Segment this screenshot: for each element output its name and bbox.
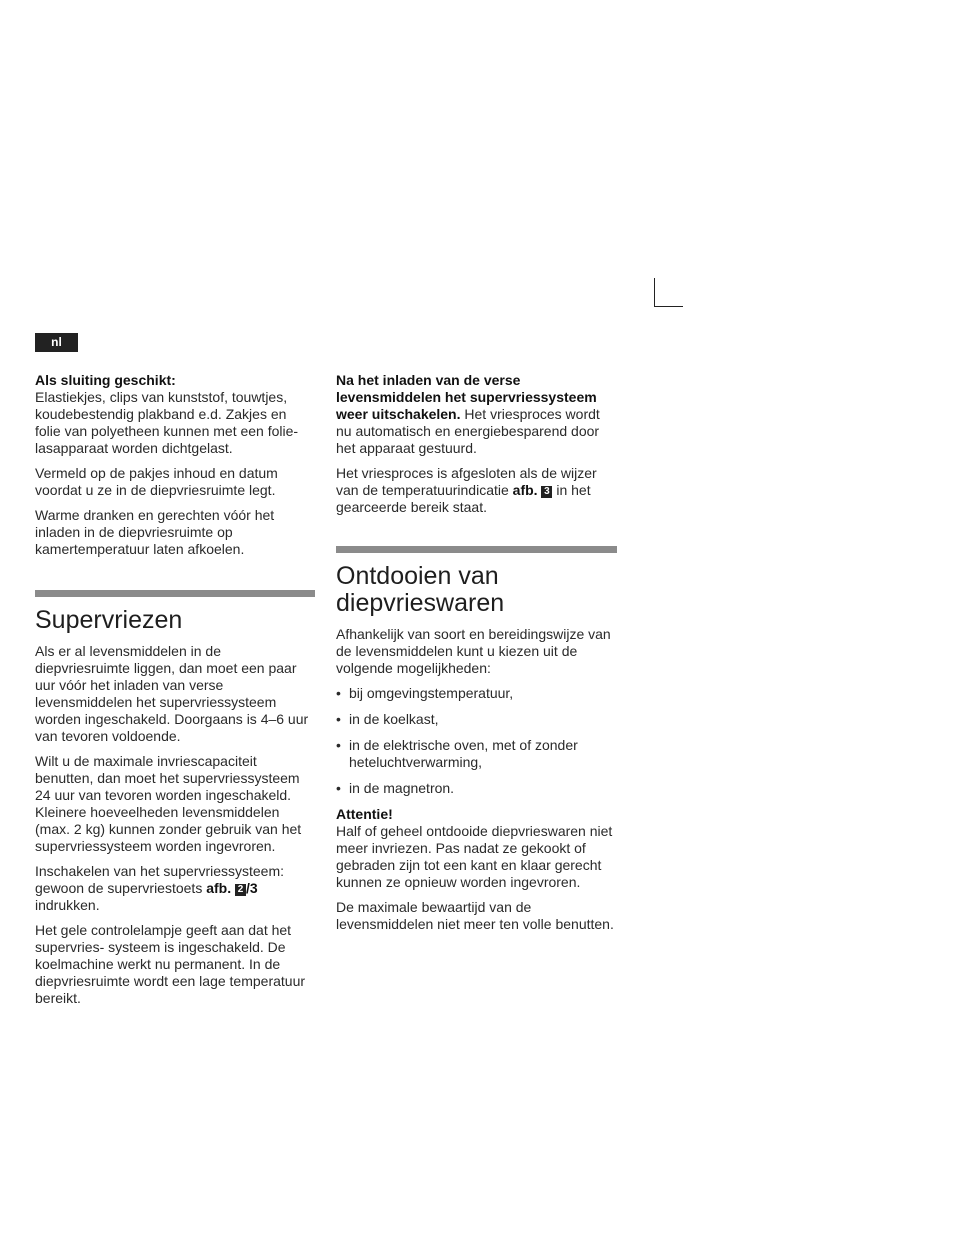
figure-number-badge: 2 <box>235 884 246 896</box>
thaw-options-list <box>336 685 617 797</box>
figure-number-badge: 3 <box>541 486 552 498</box>
list-item: • in de koelkast, <box>336 711 617 728</box>
attention-text: Half of geheel ontdooide diepvrieswaren niet meer invriezen. Pas nadat ze gekookt of gebraden zijn tot een kant en klaar gerecht kunnen ze opnieuw worden ingevroren. <box>336 823 613 890</box>
closure-heading: Als sluiting geschikt: <box>35 372 176 388</box>
list-item: • in de elektrische oven, met of zonder heteluchtverwarming, <box>336 737 617 771</box>
after-loading-paragraph: Na het inladen van de verse levensmiddelen het supervriessysteem weer uitschakelen. Het vriesproces wordt nu automatisch en energiebesparend door het apparaat gestuurd. <box>336 372 600 456</box>
supervriezen-paragraph-2: Wilt u de maximale invriescapaciteit benutten, dan moet het supervriessysteem 24 uur van tevoren worden ingeschakeld. Kleinere hoeveelheden levensmiddelen (max. 2 kg) kunnen zonder gebruik van het supervriessysteem worden ingevroren. <box>35 753 302 854</box>
list-item: • in de magnetron. <box>336 780 617 797</box>
label-text: Vermeld op de pakjes inhoud en datum voordat u ze in de diepvriesruimte legt. <box>35 465 278 498</box>
list-item: • bij omgevingstemperatuur, <box>336 685 617 702</box>
storage-text: De maximale bewaartijd van de levensmiddelen niet meer ten volle benutten. <box>336 899 614 932</box>
supervriezen-paragraph-1: Als er al levensmiddelen in de diepvriesruimte liggen, dan moet een paar uur vóór het inladen van verse levensmiddelen het supervriessysteem worden ingeschakeld. Doorgaans is 4–6 uur van tevoren voldoende. <box>35 643 309 744</box>
supervriezen-paragraph-4: Het gele controlelampje geeft aan dat het supervries- systeem is ingeschakeld. De koelmachine werkt nu permanent. In de diepvriesruimte wordt een lage temperatuur bereikt. <box>35 922 306 1006</box>
warm-text: Warme dranken en gerechten vóór het inladen in de diepvriesruimte op kamertemperatuur laten afkoelen. <box>35 507 275 557</box>
section-divider <box>35 590 315 597</box>
ontdooien-intro: Afhankelijk van soort en bereidingswijze van de levensmiddelen kunt u kiezen uit de volgende mogelijkheden: <box>336 626 611 676</box>
freeze-complete-paragraph: Het vriesproces is afgesloten als de wijzer van de temperatuurindicatie afb. 3 in het gearceerde bereik staat. <box>336 465 597 515</box>
crop-mark <box>654 278 683 307</box>
section-divider <box>336 546 617 553</box>
figure-reference: afb. 2 /3 <box>206 880 258 896</box>
right-column <box>336 372 617 941</box>
language-badge: nl <box>35 333 78 352</box>
section-title-ontdooien: Ontdooien van diepvrieswaren <box>336 562 505 617</box>
section-title-supervriezen: Supervriezen <box>35 606 183 634</box>
closure-text: Elastiekjes, clips van kunststof, touwtjes, koudebestendig plakband e.d. Zakjes en folie van polyetheen kunnen met een folie-lasapparaat worden dichtgelast. <box>35 389 299 456</box>
attention-heading: Attentie! <box>336 806 393 822</box>
supervriezen-paragraph-3: Inschakelen van het supervriessysteem: gewoon de supervriestoets afb. 2 /3 indrukken. <box>35 863 285 913</box>
left-column <box>35 372 315 1015</box>
figure-reference: afb. 3 <box>513 482 553 498</box>
after-loading-bold: Na het inladen van de verse levensmiddelen het supervriessysteem weer uitschakelen. <box>336 372 597 422</box>
